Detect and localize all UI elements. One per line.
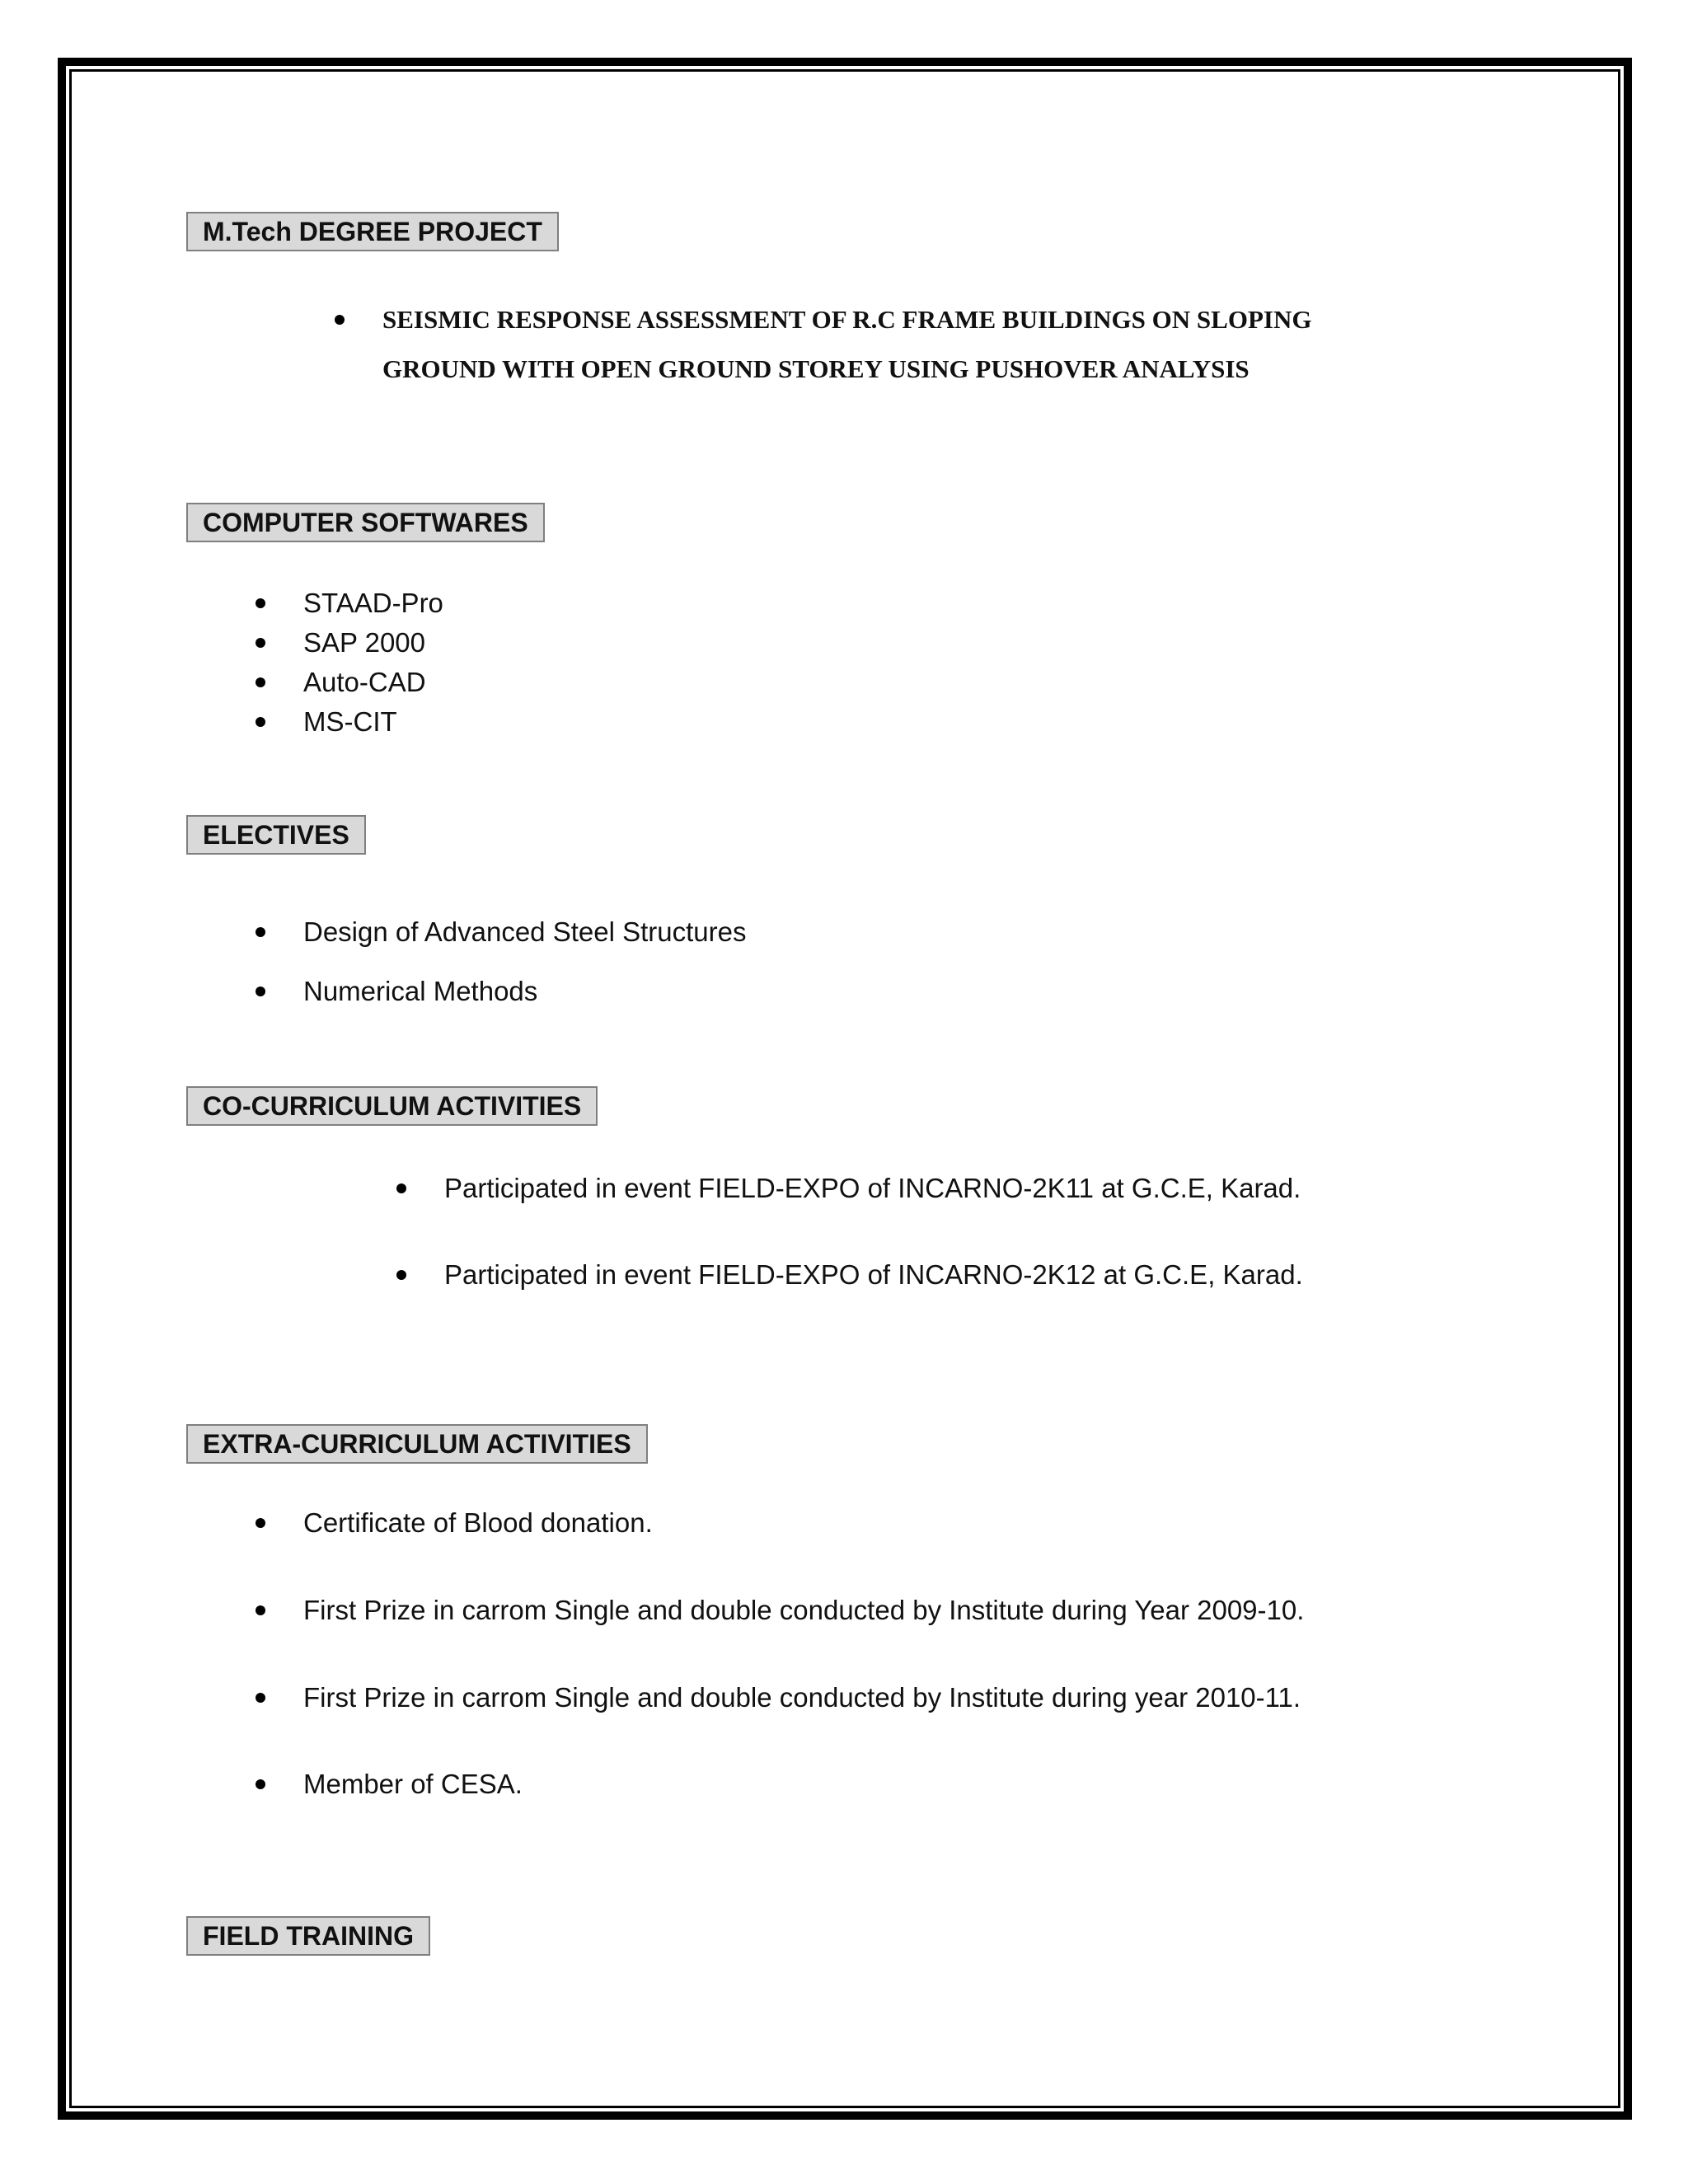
extra-curriculum-item-3: First Prize in carrom Single and double conducted by Institute during year 2010-11. [303,1682,1301,1713]
electives-bullet-1 [256,927,265,937]
software-bullet-1 [256,598,265,608]
co-curriculum-bullet-2 [396,1270,406,1280]
extra-curriculum-bullet-4 [256,1779,265,1789]
electives-item-2: Numerical Methods [303,976,538,1006]
extra-curriculum-item-4: Member of CESA. [303,1769,523,1799]
software-heading: COMPUTER SOFTWARES [186,503,545,542]
software-bullet-3 [256,677,265,687]
software-bullet-2 [256,638,265,648]
software-item-2: SAP 2000 [303,627,426,658]
project-heading: M.Tech DEGREE PROJECT [186,212,559,251]
software-bullet-4 [256,717,265,727]
extra-curriculum-bullet-1 [256,1518,265,1528]
extra-curriculum-bullet-2 [256,1605,265,1615]
field-training-heading: FIELD TRAINING [186,1916,430,1956]
software-item-4: MS-CIT [303,706,397,737]
extra-curriculum-item-1: Certificate of Blood donation. [303,1507,653,1538]
co-curriculum-bullet-1 [396,1183,406,1193]
project-title-line-2: GROUND WITH OPEN GROUND STOREY USING PUSHOVER ANALYSIS [382,354,1250,383]
electives-item-1: Design of Advanced Steel Structures [303,916,747,947]
extra-curriculum-bullet-3 [256,1693,265,1703]
co-curriculum-heading: CO-CURRICULUM ACTIVITIES [186,1086,598,1126]
extra-curriculum-heading: EXTRA-CURRICULUM ACTIVITIES [186,1424,648,1464]
electives-heading: ELECTIVES [186,815,366,855]
project-bullet [335,315,345,325]
electives-bullet-2 [256,987,265,996]
co-curriculum-item-2: Participated in event FIELD-EXPO of INCARNO-2K12 at G.C.E, Karad. [444,1259,1303,1290]
project-title-line-1: SEISMIC RESPONSE ASSESSMENT OF R.C FRAME BUILDINGS ON SLOPING [382,305,1312,334]
extra-curriculum-item-2: First Prize in carrom Single and double conducted by Institute during Year 2009-10. [303,1595,1305,1625]
software-item-1: STAAD-Pro [303,588,443,618]
co-curriculum-item-1: Participated in event FIELD-EXPO of INCARNO-2K11 at G.C.E, Karad. [444,1173,1301,1203]
software-item-3: Auto-CAD [303,667,426,697]
